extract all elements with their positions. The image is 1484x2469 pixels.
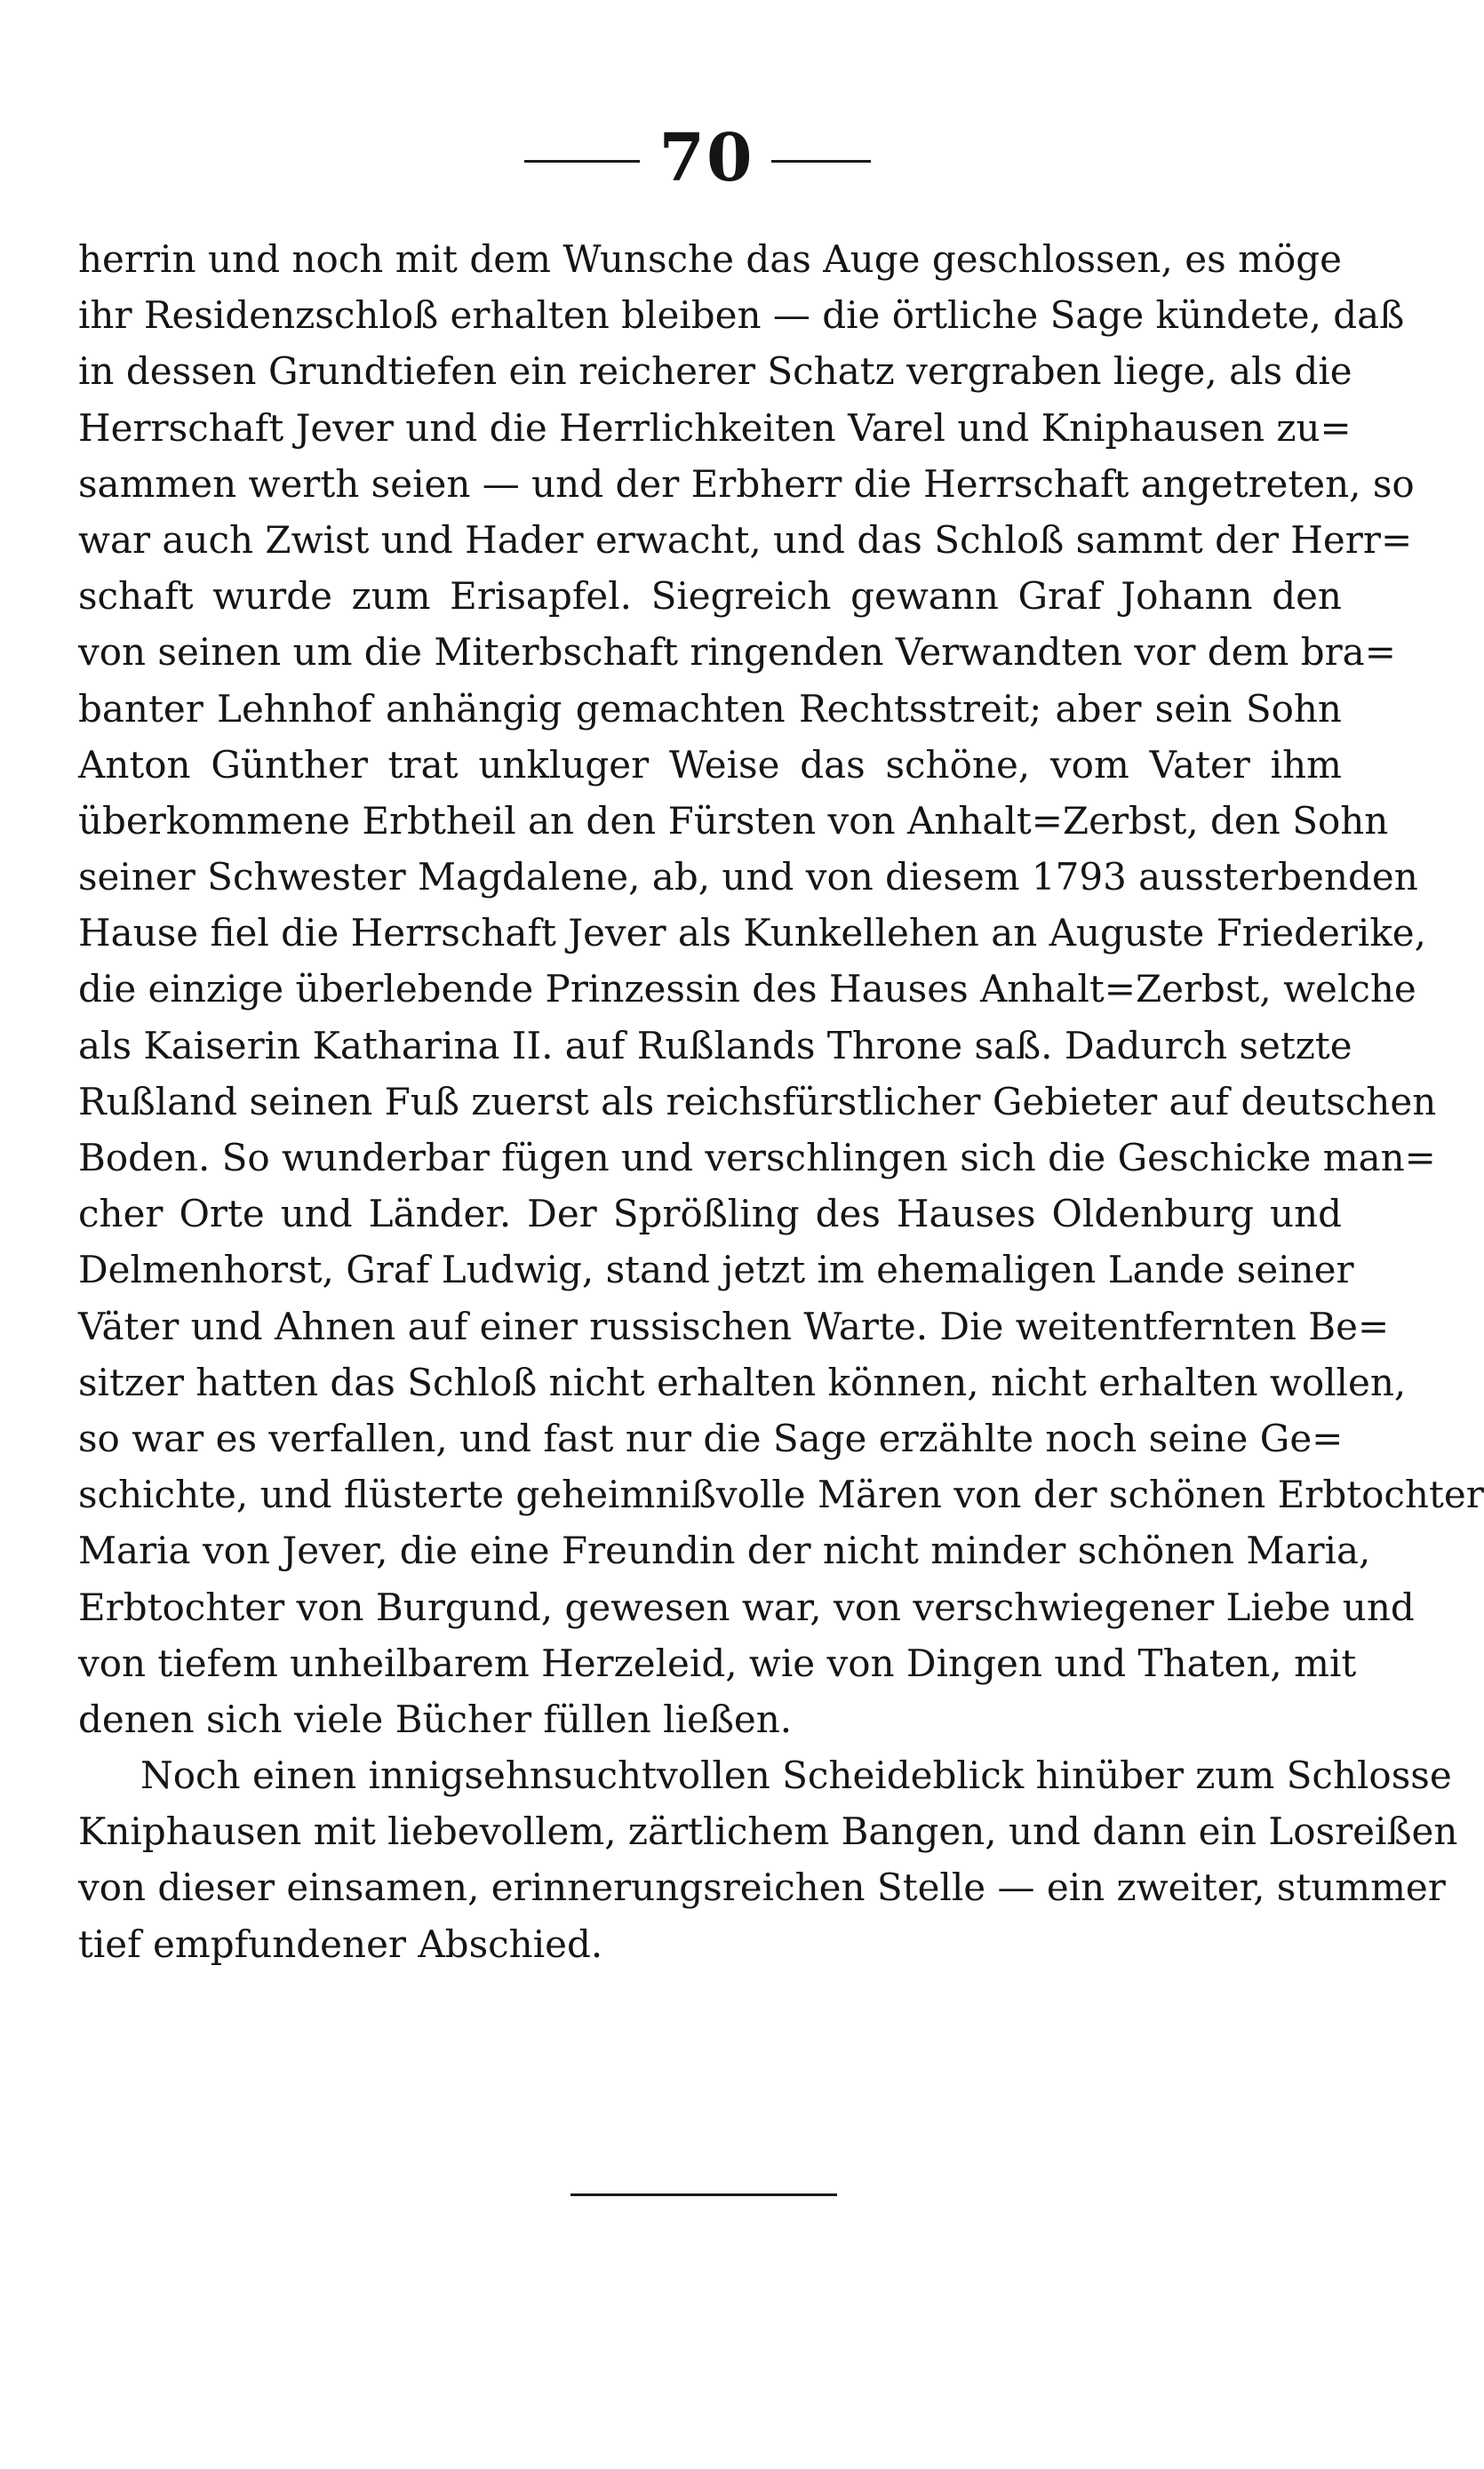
text-line: Herrschaft Jever und die Herrlichkeiten Varel und Kniphausen zu= — [78, 405, 1352, 450]
text-line: Maria von Jever, die eine Freundin der nicht minder schönen Maria, — [78, 1529, 1371, 1573]
text-line: die einzige überlebende Prinzessin des Hauses Anhalt=Zerbst, welche — [78, 967, 1416, 1011]
text-line: denen sich viele Bücher füllen ließen. — [78, 1697, 793, 1741]
header-rule-left — [524, 160, 640, 163]
text-line: Kniphausen mit liebevollem, zärtlichem Bangen, und dann ein Losreißen — [78, 1810, 1458, 1854]
end-rule — [570, 2193, 837, 2196]
text-line: sammen werth seien — und der Erbherr die Herrschaft angetreten, so — [78, 461, 1415, 506]
text-line: als Kaiserin Katharina II. auf Rußlands Throne saß. Dadurch setzte — [78, 1023, 1352, 1067]
text-line: cher Orte und Länder. Der Sprößling des Hauses Oldenburg und — [78, 1192, 1342, 1236]
text-line: Delmenhorst, Graf Ludwig, stand jetzt im ehemaligen Lande seiner — [78, 1248, 1354, 1292]
text-line: sitzer hatten das Schloß nicht erhalten können, nicht erhalten wollen, — [78, 1360, 1407, 1404]
text-line: Rußland seinen Fuß zuerst als reichsfürstlicher Gebieter auf deutschen — [78, 1079, 1437, 1123]
text-line: banter Lehnhof anhängig gemachten Rechtsstreit; aber sein Sohn — [78, 686, 1342, 731]
text-line: Erbtochter von Burgund, gewesen war, von verschwiegener Liebe und — [78, 1585, 1415, 1629]
text-line: ihr Residenzschloß erhalten bleiben — die örtliche Sage kündete, daß — [78, 293, 1405, 338]
text-line: von dieser einsamen, erinnerungsreichen Stelle — ein zweiter, stummer — [78, 1866, 1446, 1910]
text-line: Väter und Ahnen auf einer russischen Warte. Die weitentfernten Be= — [78, 1304, 1390, 1348]
page-number: 70 — [658, 120, 754, 196]
text-line: von seinen um die Miterbschaft ringenden Verwandten vor dem bra= — [78, 630, 1396, 675]
text-line: war auch Zwist und Hader erwacht, und das Schloß sammt der Herr= — [78, 517, 1413, 562]
text-line: so war es verfallen, und fast nur die Sage erzählte noch seine Ge= — [78, 1416, 1344, 1460]
text-line: schaft wurde zum Erisapfel. Siegreich gewann Graf Johann den — [78, 574, 1342, 619]
paragraph-1 — [78, 231, 1484, 1747]
text-line: tief empfundener Abschied. — [78, 1922, 603, 1966]
text-line: Noch einen innigsehnsuchtvollen Scheideblick hinüber zum Schlosse — [140, 1754, 1452, 1798]
page-header — [0, 114, 1415, 212]
text-line: von tiefem unheilbarem Herzeleid, wie von Dingen und Thaten, mit — [78, 1641, 1357, 1685]
text-line: schichte, und flüsterte geheimnißvolle Mären von der schönen Erbtochter — [78, 1473, 1484, 1517]
paragraph-2 — [78, 1747, 1458, 1972]
text-line: herrin und noch mit dem Wunsche das Auge geschlossen, es möge — [78, 237, 1342, 281]
text-line: Anton Günther trat unkluger Weise das schöne, vom Vater ihm — [78, 742, 1342, 787]
text-line: Boden. So wunderbar fügen und verschlingen sich die Geschicke man= — [78, 1136, 1436, 1179]
body-text — [78, 231, 1484, 1972]
text-line: in dessen Grundtiefen ein reicherer Schatz vergraben liege, als die — [78, 349, 1352, 394]
text-line: Hause fiel die Herrschaft Jever als Kunkellehen an Auguste Friederike, — [78, 911, 1427, 955]
text-line: überkommene Erbtheil an den Fürsten von Anhalt=Zerbst, den Sohn — [78, 798, 1389, 843]
header-rule-right — [771, 160, 871, 163]
text-line: seiner Schwester Magdalene, ab, und von diesem 1793 aussterbenden — [78, 855, 1418, 899]
